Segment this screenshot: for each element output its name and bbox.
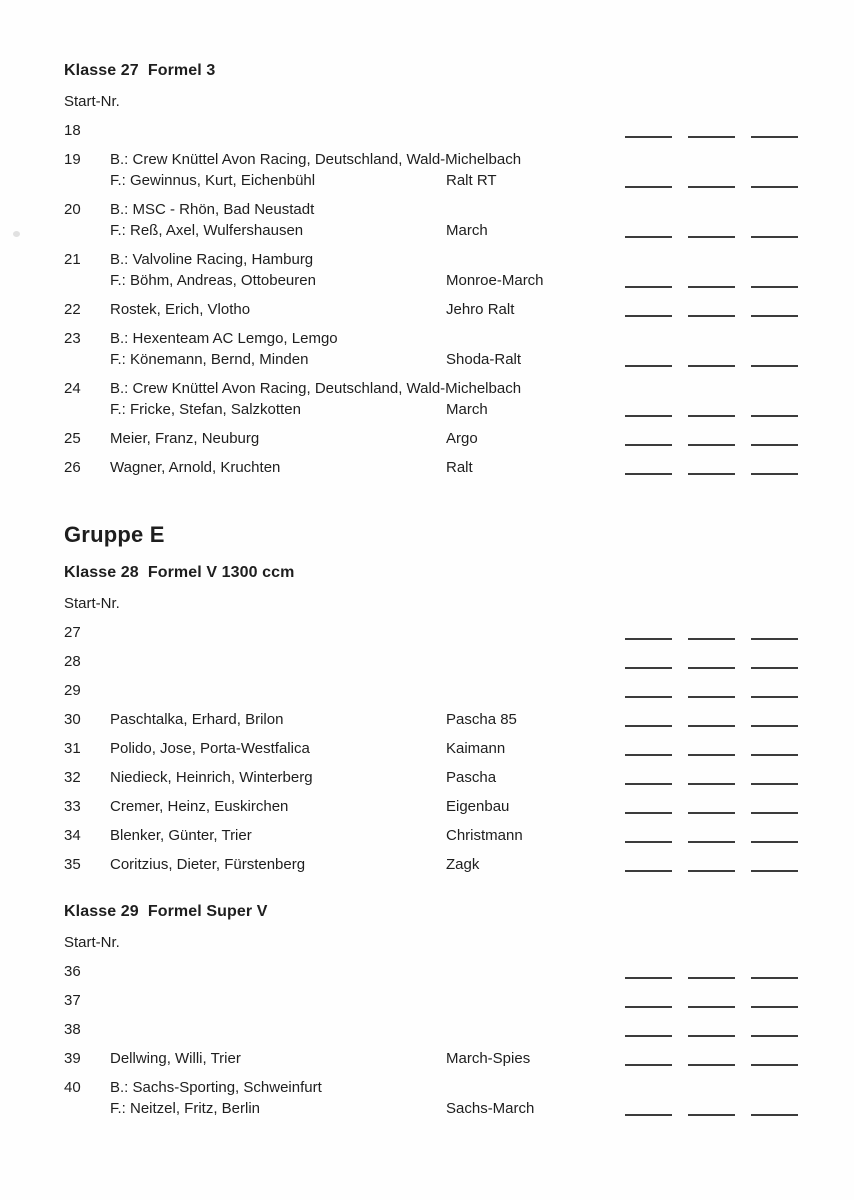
result-blank-line xyxy=(688,299,735,317)
result-blank-line xyxy=(688,220,735,238)
result-blank-line xyxy=(625,680,672,698)
result-blanks xyxy=(625,1019,798,1037)
team-line: B.: Crew Knüttel Avon Racing, Deutschland, Wald-Michelbach xyxy=(110,151,522,168)
driver-line: Wagner, Arnold, Kruchten xyxy=(110,459,281,476)
result-blank-line xyxy=(751,622,798,640)
entry-row xyxy=(64,990,804,1011)
entry-detail-row xyxy=(110,825,804,846)
result-blank-line xyxy=(751,990,798,1008)
result-blanks xyxy=(625,1048,798,1066)
driver-line: Meier, Franz, Neuburg xyxy=(110,430,260,447)
entry-body xyxy=(110,1077,804,1119)
result-blank-line xyxy=(625,1048,672,1066)
entry-row xyxy=(64,428,804,449)
result-blank-line xyxy=(625,349,672,367)
result-blank-line xyxy=(688,709,735,727)
class-heading: Klasse 29 Formel Super V xyxy=(64,903,268,920)
result-blanks xyxy=(625,825,798,843)
entry-detail-row xyxy=(110,961,804,982)
entry-body xyxy=(110,199,804,241)
result-blanks xyxy=(625,854,798,872)
result-blank-line xyxy=(688,270,735,288)
driver-line: F.: Könemann, Bernd, Minden xyxy=(110,351,309,368)
start-number: 20 xyxy=(64,201,81,218)
driver-line: Blenker, Günter, Trier xyxy=(110,827,252,844)
result-blank-line xyxy=(751,170,798,188)
result-blanks xyxy=(625,651,798,669)
result-blank-line xyxy=(688,457,735,475)
car-name: Christmann xyxy=(446,827,523,844)
entry-body xyxy=(110,1019,804,1040)
class-heading: Klasse 28 Formel V 1300 ccm xyxy=(64,564,295,581)
entry-detail-row xyxy=(110,270,804,291)
start-number: 36 xyxy=(64,963,81,980)
start-number: 32 xyxy=(64,769,81,786)
team-line: B.: Crew Knüttel Avon Racing, Deutschland, Wald-Michelbach xyxy=(110,380,522,397)
start-number: 29 xyxy=(64,682,81,699)
entry-detail-row xyxy=(110,1019,804,1040)
result-blank-line xyxy=(751,220,798,238)
result-blanks xyxy=(625,299,798,317)
entry-body xyxy=(110,738,804,759)
result-blank-line xyxy=(688,990,735,1008)
start-number-label: Start-Nr. xyxy=(64,934,120,951)
result-blank-line xyxy=(625,738,672,756)
class-section xyxy=(64,522,804,875)
result-blank-line xyxy=(688,1048,735,1066)
entry-body xyxy=(110,120,804,141)
result-blank-line xyxy=(751,651,798,669)
entry-body xyxy=(110,825,804,846)
result-blank-line xyxy=(751,299,798,317)
start-number: 27 xyxy=(64,624,81,641)
result-blank-line xyxy=(625,299,672,317)
car-name: Jehro Ralt xyxy=(446,301,515,318)
result-blank-line xyxy=(751,738,798,756)
result-blank-line xyxy=(751,767,798,785)
car-name: Ralt RT xyxy=(446,172,497,189)
entry-body xyxy=(110,457,804,478)
entry-row xyxy=(64,1077,804,1119)
result-blank-line xyxy=(625,457,672,475)
entry-row xyxy=(64,199,804,241)
entry-detail-row xyxy=(110,651,804,672)
entry-detail-row xyxy=(110,220,804,241)
entry-body xyxy=(110,249,804,291)
result-blank-line xyxy=(751,457,798,475)
entry-row xyxy=(64,249,804,291)
entry-row xyxy=(64,149,804,191)
result-blank-line xyxy=(625,399,672,417)
start-number: 21 xyxy=(64,251,81,268)
driver-line: Polido, Jose, Porta-Westfalica xyxy=(110,740,310,757)
entry-detail-row xyxy=(110,120,804,141)
entry-row xyxy=(64,680,804,701)
car-name: March xyxy=(446,222,488,239)
driver-line: F.: Neitzel, Fritz, Berlin xyxy=(110,1100,261,1117)
entry-detail-row xyxy=(110,299,804,320)
class-heading: Klasse 27 Formel 3 xyxy=(64,62,216,79)
result-blanks xyxy=(625,961,798,979)
result-blanks xyxy=(625,680,798,698)
start-number: 40 xyxy=(64,1079,81,1096)
result-blank-line xyxy=(751,428,798,446)
scan-speck-artifact xyxy=(13,231,20,237)
start-number: 34 xyxy=(64,827,81,844)
start-number: 35 xyxy=(64,856,81,873)
driver-line: Paschtalka, Erhard, Brilon xyxy=(110,711,284,728)
car-name: Sachs-March xyxy=(446,1100,535,1117)
driver-line: Dellwing, Willi, Trier xyxy=(110,1050,241,1067)
entry-row xyxy=(64,709,804,730)
car-name: Ralt xyxy=(446,459,473,476)
entry-row xyxy=(64,120,804,141)
entry-row xyxy=(64,738,804,759)
result-blanks xyxy=(625,349,798,367)
entry-detail-row xyxy=(110,170,804,191)
result-blanks xyxy=(625,990,798,1008)
entry-row xyxy=(64,767,804,788)
entry-row xyxy=(64,622,804,643)
result-blank-line xyxy=(751,796,798,814)
driver-line: F.: Fricke, Stefan, Salzkotten xyxy=(110,401,301,418)
team-line: B.: Valvoline Racing, Hamburg xyxy=(110,251,314,268)
result-blank-line xyxy=(688,622,735,640)
result-blank-line xyxy=(625,270,672,288)
entry-body xyxy=(110,796,804,817)
car-name: March-Spies xyxy=(446,1050,531,1067)
result-blank-line xyxy=(625,428,672,446)
start-number: 37 xyxy=(64,992,81,1009)
driver-line: F.: Gewinnus, Kurt, Eichenbühl xyxy=(110,172,316,189)
start-number: 28 xyxy=(64,653,81,670)
entry-body xyxy=(110,709,804,730)
result-blank-line xyxy=(751,825,798,843)
result-blank-line xyxy=(688,120,735,138)
result-blanks xyxy=(625,270,798,288)
team-line: B.: MSC - Rhön, Bad Neustadt xyxy=(110,201,315,218)
result-blank-line xyxy=(625,990,672,1008)
entry-row xyxy=(64,854,804,875)
car-name: March xyxy=(446,401,488,418)
entry-row xyxy=(64,1019,804,1040)
result-blank-line xyxy=(751,349,798,367)
result-blank-line xyxy=(688,854,735,872)
car-name: Argo xyxy=(446,430,478,447)
result-blanks xyxy=(625,428,798,446)
entry-body xyxy=(110,622,804,643)
entry-row xyxy=(64,457,804,478)
result-blank-line xyxy=(751,1048,798,1066)
entry-row xyxy=(64,299,804,320)
team-line: B.: Sachs-Sporting, Schweinfurt xyxy=(110,1079,322,1096)
driver-line: Cremer, Heinz, Euskirchen xyxy=(110,798,289,815)
entry-body xyxy=(110,328,804,370)
result-blank-line xyxy=(625,825,672,843)
result-blank-line xyxy=(751,680,798,698)
class-section xyxy=(64,903,804,1119)
result-blank-line xyxy=(688,825,735,843)
result-blank-line xyxy=(751,709,798,727)
result-blank-line xyxy=(688,767,735,785)
result-blank-line xyxy=(751,399,798,417)
entry-body xyxy=(110,1048,804,1069)
start-number: 33 xyxy=(64,798,81,815)
result-blanks xyxy=(625,120,798,138)
start-number: 31 xyxy=(64,740,81,757)
result-blanks xyxy=(625,622,798,640)
result-blank-line xyxy=(625,170,672,188)
result-blank-line xyxy=(688,428,735,446)
entry-detail-row xyxy=(110,990,804,1011)
result-blank-line xyxy=(751,120,798,138)
entry-detail-row xyxy=(110,680,804,701)
result-blank-line xyxy=(751,1019,798,1037)
entry-body xyxy=(110,378,804,420)
entry-body xyxy=(110,990,804,1011)
start-number-label: Start-Nr. xyxy=(64,93,120,110)
entry-row xyxy=(64,328,804,370)
entry-row xyxy=(64,651,804,672)
entry-body xyxy=(110,961,804,982)
car-name: Shoda-Ralt xyxy=(446,351,522,368)
entry-body xyxy=(110,428,804,449)
result-blanks xyxy=(625,738,798,756)
entry-detail-row xyxy=(110,796,804,817)
entry-detail-row xyxy=(110,622,804,643)
result-blanks xyxy=(625,709,798,727)
result-blank-line xyxy=(625,622,672,640)
entry-row xyxy=(64,825,804,846)
entry-row xyxy=(64,796,804,817)
result-blank-line xyxy=(688,796,735,814)
car-name: Zagk xyxy=(446,856,480,873)
start-number: 30 xyxy=(64,711,81,728)
driver-line: F.: Reß, Axel, Wulfershausen xyxy=(110,222,304,239)
group-heading: Gruppe E xyxy=(64,522,165,547)
result-blank-line xyxy=(751,1098,798,1116)
entry-body xyxy=(110,651,804,672)
result-blank-line xyxy=(625,1098,672,1116)
result-blank-line xyxy=(625,854,672,872)
entry-detail-row xyxy=(110,1048,804,1069)
result-blank-line xyxy=(625,220,672,238)
entry-body xyxy=(110,854,804,875)
entry-detail-row xyxy=(110,854,804,875)
result-blanks xyxy=(625,1098,798,1116)
result-blank-line xyxy=(625,796,672,814)
entry-detail-row xyxy=(110,767,804,788)
car-name: Pascha 85 xyxy=(446,711,517,728)
result-blanks xyxy=(625,767,798,785)
driver-line: F.: Böhm, Andreas, Ottobeuren xyxy=(110,272,316,289)
start-number: 39 xyxy=(64,1050,81,1067)
entry-detail-row xyxy=(110,1098,804,1119)
start-number: 23 xyxy=(64,330,81,347)
start-number: 18 xyxy=(64,122,81,139)
start-number-label: Start-Nr. xyxy=(64,595,120,612)
result-blank-line xyxy=(688,651,735,669)
entry-row xyxy=(64,961,804,982)
entry-row xyxy=(64,1048,804,1069)
entry-body xyxy=(110,680,804,701)
result-blank-line xyxy=(751,961,798,979)
result-blanks xyxy=(625,170,798,188)
start-number: 38 xyxy=(64,1021,81,1038)
entry-row xyxy=(64,378,804,420)
result-blank-line xyxy=(625,120,672,138)
result-blanks xyxy=(625,220,798,238)
entry-detail-row xyxy=(110,457,804,478)
driver-line: Coritzius, Dieter, Fürstenberg xyxy=(110,856,306,873)
result-blank-line xyxy=(751,270,798,288)
result-blank-line xyxy=(625,961,672,979)
entry-detail-row xyxy=(110,428,804,449)
entry-detail-row xyxy=(110,399,804,420)
result-blank-line xyxy=(625,709,672,727)
result-blank-line xyxy=(751,854,798,872)
result-blank-line xyxy=(688,680,735,698)
start-number: 26 xyxy=(64,459,81,476)
start-number: 19 xyxy=(64,151,81,168)
result-blanks xyxy=(625,399,798,417)
document-content xyxy=(64,62,804,1127)
start-number: 25 xyxy=(64,430,81,447)
car-name: Monroe-March xyxy=(446,272,544,289)
entry-detail-row xyxy=(110,349,804,370)
driver-line: Niedieck, Heinrich, Winterberg xyxy=(110,769,313,786)
result-blank-line xyxy=(625,651,672,669)
driver-line: Rostek, Erich, Vlotho xyxy=(110,301,251,318)
result-blank-line xyxy=(688,738,735,756)
result-blank-line xyxy=(625,767,672,785)
result-blank-line xyxy=(688,349,735,367)
car-name: Eigenbau xyxy=(446,798,510,815)
team-line: B.: Hexenteam AC Lemgo, Lemgo xyxy=(110,330,338,347)
entry-detail-row xyxy=(110,709,804,730)
result-blank-line xyxy=(688,961,735,979)
start-number: 22 xyxy=(64,301,81,318)
entry-body xyxy=(110,299,804,320)
result-blank-line xyxy=(688,399,735,417)
start-number: 24 xyxy=(64,380,81,397)
result-blanks xyxy=(625,796,798,814)
result-blank-line xyxy=(688,170,735,188)
entry-detail-row xyxy=(110,738,804,759)
result-blank-line xyxy=(625,1019,672,1037)
result-blanks xyxy=(625,457,798,475)
car-name: Pascha xyxy=(446,769,497,786)
class-section xyxy=(64,62,804,478)
result-blank-line xyxy=(688,1019,735,1037)
car-name: Kaimann xyxy=(446,740,506,757)
entry-body xyxy=(110,149,804,191)
entry-body xyxy=(110,767,804,788)
result-blank-line xyxy=(688,1098,735,1116)
